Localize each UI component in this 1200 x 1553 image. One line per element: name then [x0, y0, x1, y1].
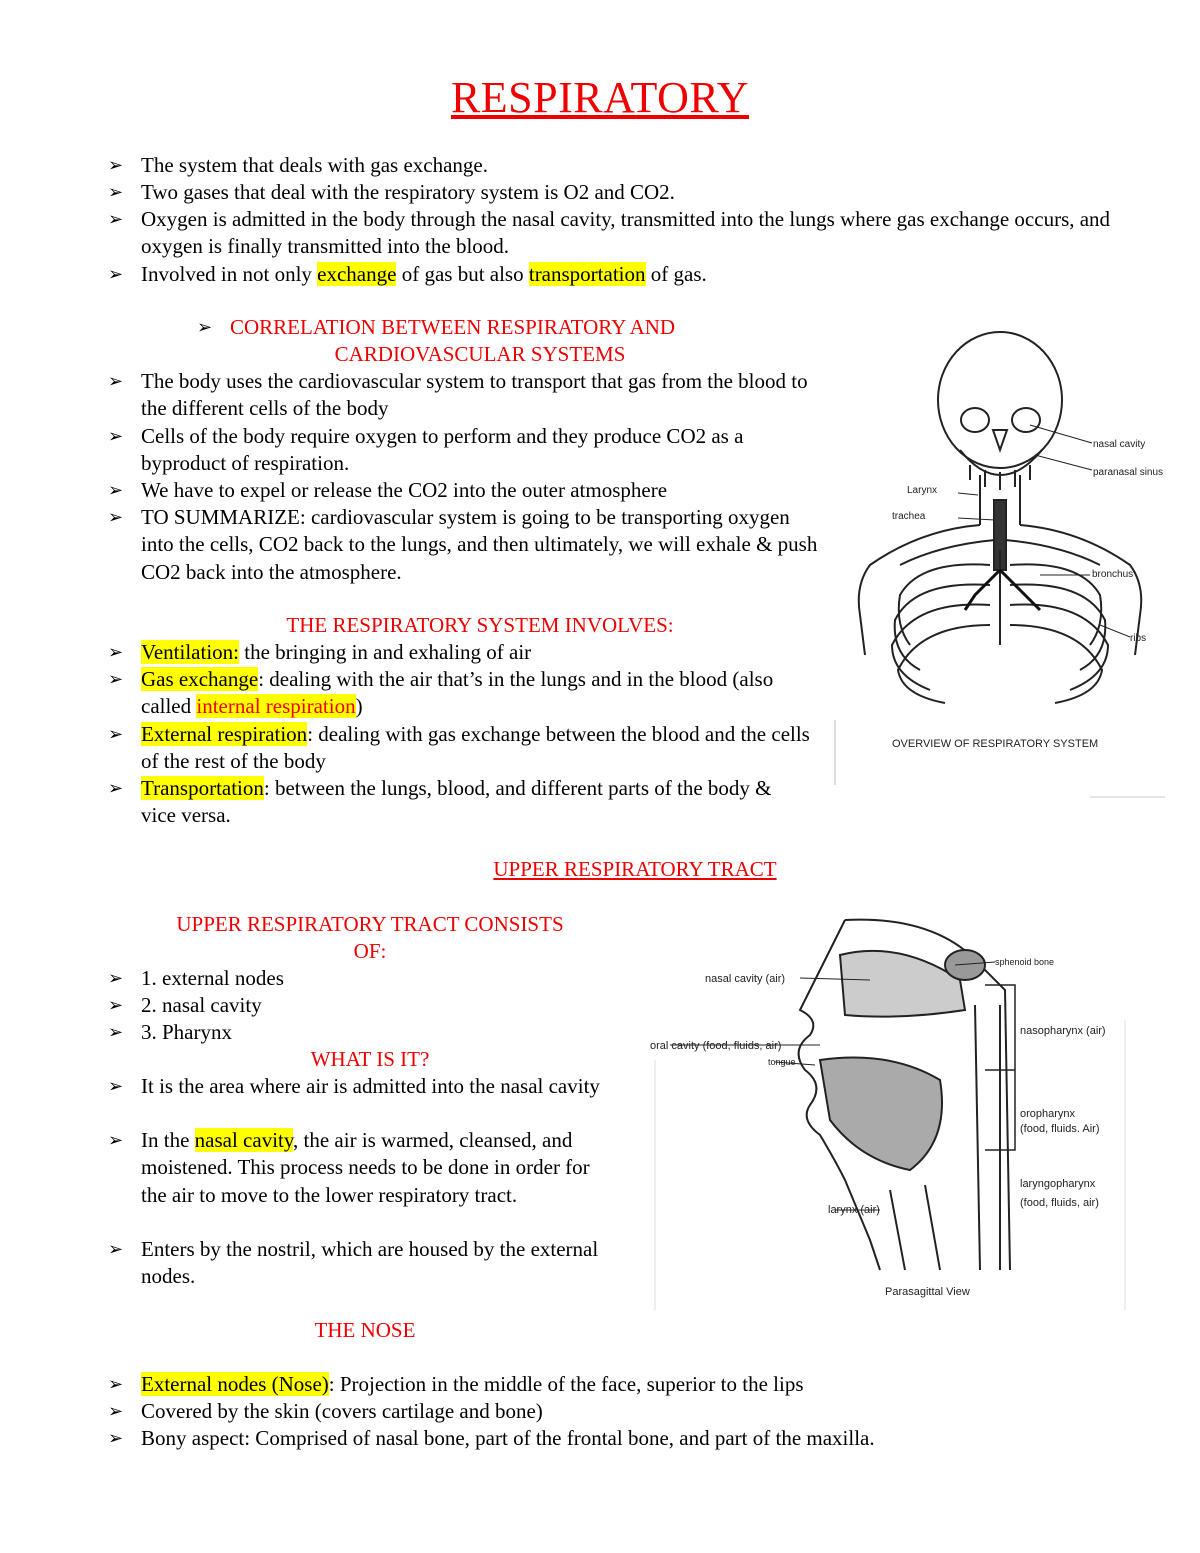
- what-item: ➢ In the nasal cavity, the air is warmed, cleansed, and moistened. This process needs to be done in order for the air to move to the lower respiratory tract.: [108, 1128, 590, 1207]
- arrow-bullet-icon: ➢: [108, 507, 124, 528]
- label-larynx-air: larynx (air): [828, 1204, 880, 1216]
- highlight-transportation: transportation: [528, 262, 646, 286]
- label-oral-cavity: oral cavity (food, fluids, air): [650, 1040, 782, 1052]
- label-bronchus: bronchus: [1092, 569, 1134, 580]
- involves-item: ➢ Gas exchange: dealing with the air that’s in the lungs and in the blood (also called internal respiration): [108, 667, 774, 719]
- involves-item: ➢ Ventilation: the bringing in and exhaling of air: [141, 639, 821, 666]
- arrow-bullet-icon: ➢: [108, 480, 124, 501]
- correlation-item: ➢ The body uses the cardiovascular system to transport that gas from the blood to the different cells of the body: [108, 369, 808, 421]
- arrow-bullet-icon: ➢: [108, 209, 124, 230]
- label-oropharynx: oropharynx: [1020, 1108, 1076, 1120]
- arrow-bullet-icon: ➢: [108, 182, 124, 203]
- correlation-item: ➢ TO SUMMARIZE: cardiovascular system is going to be transporting oxygen into the cells, CO2 back to the lungs, and then ultimately, we will exhale & push CO2 back into the atmosphere.: [108, 505, 818, 584]
- highlight-exchange: exchange: [317, 262, 397, 286]
- arrow-bullet-icon: ➢: [197, 317, 213, 338]
- intro-item: ➢ Two gases that deal with the respiratory system is O2 and CO2.: [141, 179, 1141, 206]
- figure-caption: Parasagittal View: [885, 1286, 970, 1298]
- arrow-bullet-icon: ➢: [108, 1130, 124, 1151]
- label-paranasal-sinus: paranasal sinus: [1093, 467, 1164, 478]
- arrow-bullet-icon: ➢: [108, 642, 124, 663]
- respiratory-system-figure: [830, 325, 1175, 800]
- label-ribs: ribs: [1130, 633, 1147, 644]
- arrow-bullet-icon: ➢: [108, 669, 124, 690]
- correlation-heading-line2: CARDIOVASCULAR SYSTEMS: [334, 342, 626, 366]
- correlation-item: ➢ We have to expel or release the CO2 into the outer atmosphere: [141, 477, 831, 504]
- arrow-bullet-icon: ➢: [108, 995, 124, 1016]
- correlation-heading: ➢ CORRELATION BETWEEN RESPIRATORY AND: [200, 314, 760, 341]
- label-nasal-cavity: nasal cavity: [1093, 439, 1146, 450]
- page-title: RESPIRATORY: [450, 73, 750, 122]
- arrow-bullet-icon: ➢: [108, 155, 124, 176]
- figure-caption: OVERVIEW OF RESPIRATORY SYSTEM: [892, 738, 1099, 750]
- consists-item: ➢ 2. nasal cavity: [141, 992, 601, 1019]
- arrow-bullet-icon: ➢: [108, 1374, 124, 1395]
- arrow-bullet-icon: ➢: [108, 778, 124, 799]
- arrow-bullet-icon: ➢: [108, 1076, 124, 1097]
- arrow-bullet-icon: ➢: [108, 264, 124, 285]
- label-laryngopharynx: laryngopharynx: [1020, 1178, 1096, 1190]
- intro-item: ➢ Oxygen is admitted in the body through the nasal cavity, transmitted into the lungs where gas exchange occurs, and oxygen is finally transmitted into the blood.: [108, 207, 1111, 259]
- what-item: ➢ Enters by the nostril, which are housed by the external nodes.: [108, 1237, 599, 1289]
- label-oropharynx-contents: (food, fluids. Air): [1020, 1123, 1100, 1135]
- label-larynx: Larynx: [907, 485, 938, 496]
- consists-item: ➢ 1. external nodes: [141, 965, 601, 992]
- arrow-bullet-icon: ➢: [108, 1428, 124, 1449]
- arrow-bullet-icon: ➢: [108, 371, 124, 392]
- label-nasal-cavity-air: nasal cavity (air): [705, 973, 786, 985]
- nose-item: ➢ Covered by the skin (covers cartilage and bone): [141, 1398, 1141, 1425]
- nose-item: ➢ Bony aspect: Comprised of nasal bone, part of the frontal bone, and part of the maxilla.: [141, 1425, 1141, 1452]
- intro-item: ➢ Involved in not only exchange of gas but also transportation of gas.: [141, 261, 1141, 288]
- what-heading: WHAT IS IT?: [310, 1047, 430, 1071]
- label-tongue: tongue: [768, 1057, 796, 1067]
- arrow-bullet-icon: ➢: [108, 1401, 124, 1422]
- intro-item: ➢ The system that deals with gas exchange.: [141, 152, 1141, 179]
- parasagittal-view-figure: [640, 910, 1140, 1330]
- consists-item: ➢ 3. Pharynx: [141, 1019, 601, 1046]
- nose-item: ➢ External nodes (Nose): Projection in the middle of the face, superior to the lips: [141, 1371, 1141, 1398]
- correlation-item: ➢ Cells of the body require oxygen to perform and they produce CO2 as a byproduct of respiration.: [108, 424, 744, 476]
- involves-item: ➢ Transportation: between the lungs, blood, and different parts of the body & vice versa.: [108, 776, 772, 828]
- label-trachea: trachea: [892, 511, 926, 522]
- what-item: ➢ It is the area where air is admitted into the nasal cavity: [141, 1073, 611, 1100]
- nose-heading: THE NOSE: [314, 1318, 416, 1342]
- upper-tract-heading: UPPER RESPIRATORY TRACT: [493, 857, 777, 881]
- arrow-bullet-icon: ➢: [108, 968, 124, 989]
- arrow-bullet-icon: ➢: [108, 426, 124, 447]
- involves-item: ➢ External respiration: dealing with gas exchange between the blood and the cells of the rest of the body: [108, 722, 810, 774]
- arrow-bullet-icon: ➢: [108, 724, 124, 745]
- arrow-bullet-icon: ➢: [108, 1022, 124, 1043]
- label-nasopharynx: nasopharynx (air): [1020, 1025, 1106, 1037]
- arrow-bullet-icon: ➢: [108, 1239, 124, 1260]
- involves-heading: THE RESPIRATORY SYSTEM INVOLVES:: [286, 613, 674, 637]
- label-laryngopharynx-contents: (food, fluids, air): [1020, 1197, 1099, 1209]
- label-sphenoid-bone: sphenoid bone: [995, 957, 1055, 967]
- consists-heading: UPPER RESPIRATORY TRACT CONSISTS: [176, 912, 564, 936]
- consists-heading-line2: OF:: [353, 939, 387, 963]
